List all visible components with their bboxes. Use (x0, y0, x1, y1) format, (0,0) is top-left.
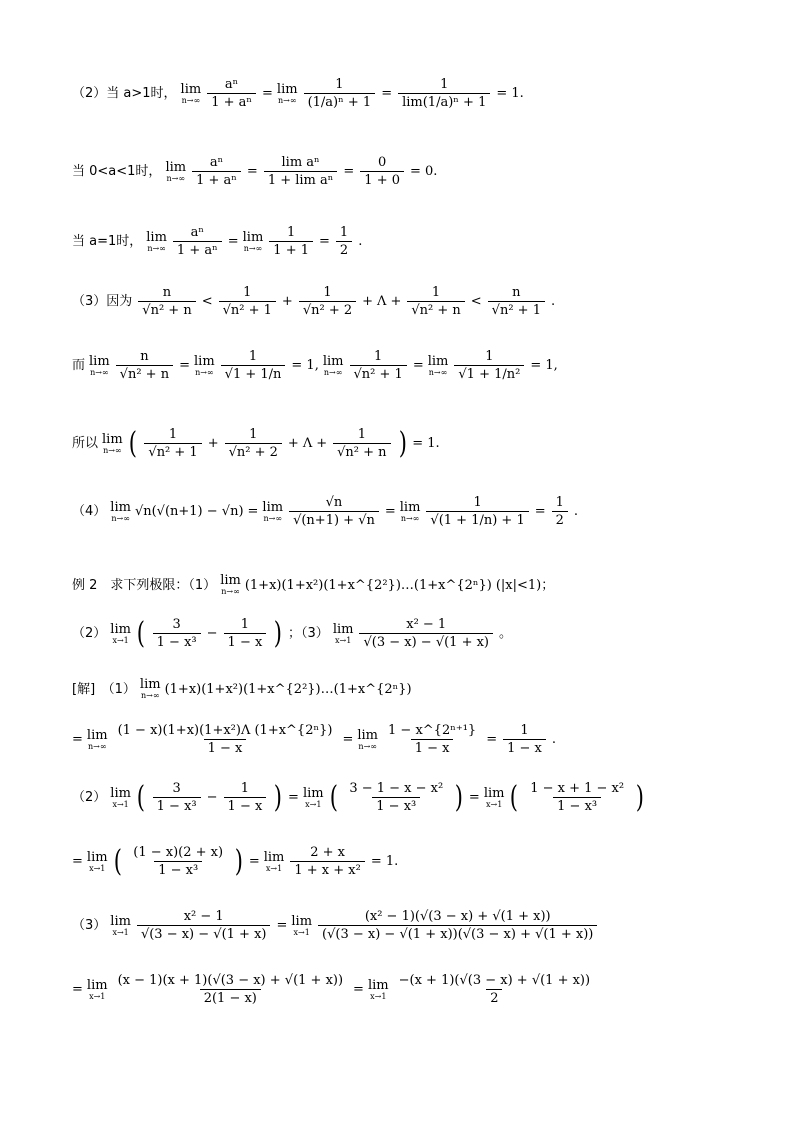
line-prefix: （2） (72, 790, 107, 805)
line-a-equals-1: 当 a=1时， lim n→∞ $\frac{\text{aⁿ}}{\text{1 + aⁿ}}$ = lim n→∞ $\frac{1}{1 + 1}$ = $\frac{1}{2}$ . (72, 225, 363, 258)
limit-operator: lim n→∞ (220, 573, 241, 596)
limit-operator: lim x→1 (86, 977, 108, 1001)
fraction: $\frac{1}{\text{√n² + 1}}$ (219, 286, 276, 317)
limit-operator: lim n→∞ (89, 353, 110, 377)
limit-operator: lim x→1 (110, 913, 131, 937)
line-tail: = 0. (410, 164, 438, 179)
line-tail: 。 (499, 626, 513, 641)
line-part4: （4） lim n→∞ √n(√(n+1) − √n) = lim n→∞ $\frac{√n}{√(n+1) + √n}$ = lim n→∞ $\frac{1}{√(1 + 1/n) + 1}$ = $\frac{1}{2}$ . (72, 495, 579, 528)
line-prefix: 当 0<a<1时， (72, 164, 162, 179)
fraction: $\frac{1}{\text{√n² + 1}}$ (350, 350, 407, 381)
fraction: $\frac{\text{x² − 1}}{√(3 - x) - √(1 + x)}$ (137, 910, 271, 941)
fraction: $\frac{\text{(1 − x)(1+x)(1+x²)Λ (1+x\textasciicircum{}\{2ⁿ\})}}{1 - x}$ (117, 723, 333, 756)
solution-1: = lim n→∞ $\frac{\text{(1 − x)(1+x)(1+x²)Λ (1+x\textasciicircum{}\{2ⁿ\})}}{1 - x}$ = lim n→∞ $\frac{\text{1 − x\textasciicircum{}\{2ⁿ⁺¹\}}}{1 - x}$ = $\frac{1}{1 - x}$ . (72, 723, 556, 756)
line-a-greater-1: （2）当 a>1时， lim n→∞ $\frac{\text{aⁿ}}{\text{1 + aⁿ}}$ = lim n→∞ $\frac{1}{\text{(1/a)ⁿ + 1}}$ = $\frac{1}{\text{lim(1/a)ⁿ + 1}}$ = 1. (72, 77, 524, 110)
fraction: $\frac{-(x + 1)(√(3 - x) + √(1 + x))}{2}$ (398, 973, 591, 1006)
fraction: $\frac{1}{2}$ (552, 496, 568, 527)
fraction: $\frac{1}{\text{√n² + 2}}$ (299, 286, 356, 317)
fraction: $\frac{\text{aⁿ}}{\text{1 + aⁿ}}$ (192, 156, 241, 187)
line-tail: . (573, 504, 579, 519)
fraction: $\frac{1}{1 - x}$ (503, 724, 546, 755)
fraction: $\frac{1}{1 + 1}$ (269, 226, 313, 257)
line-a-between-0-1: 当 0<a<1时， lim n→∞ $\frac{\text{aⁿ}}{\text{1 + aⁿ}}$ = $\frac{\text{lim aⁿ}}{\text{1 + lim aⁿ}}$ = $\frac{0}{1 + 0}$ = 0. (72, 155, 438, 188)
fraction: $\frac{1}{1 - x}$ (224, 618, 267, 649)
line-prefix: （2）当 a>1时， (72, 86, 177, 101)
fraction: $\frac{1}{√1 + 1/n}$ (221, 350, 286, 381)
limit-operator: lim n→∞ (180, 81, 202, 105)
fraction: $\frac{(x - 1)(x + 1)(√(3 - x) + √(1 + x))}{2(1 - x)}$ (117, 973, 344, 1006)
line-prefix: = (72, 982, 83, 997)
fraction: $\frac{1}{\text{√n² + n}}$ (407, 286, 464, 317)
limit-operator: lim n→∞ (276, 81, 298, 105)
fraction: $\frac{1}{\text{(1/a)ⁿ + 1}}$ (304, 78, 376, 109)
fraction: $\frac{\text{aⁿ}}{\text{1 + aⁿ}}$ (207, 78, 256, 109)
line-prefix: （3） (72, 918, 107, 933)
limit-operator: lim n→∞ (322, 353, 344, 377)
fraction: $\frac{\text{3 − 1 − x − x²}}{\text{1 − x³}}$ (349, 781, 444, 814)
line-prefix: 而 (72, 358, 86, 373)
fraction: $\frac{\text{1 − x\textasciicircum{}\{2ⁿ⁺¹\}}}{1 - x}$ (388, 723, 477, 756)
limit-operator: lim x→1 (110, 621, 131, 645)
fraction: $\frac{n}{\text{√n² + 1}}$ (488, 286, 545, 317)
limit-operator: lim n→∞ (146, 229, 167, 253)
line-prefix: 当 a=1时， (72, 234, 143, 249)
fraction: $\frac{1}{\text{lim(1/a)ⁿ + 1}}$ (398, 78, 490, 109)
limit-operator: lim x→1 (367, 977, 389, 1001)
fraction: $\frac{1}{√(1 + 1/n) + 1}$ (426, 496, 528, 527)
fraction: $\frac{\text{(x² − 1)(√(3 − x) + √(1 + x))}}{(√(3 - x) - √(1 + x))(√(3 - x) + √(1 + x))}$ (318, 910, 597, 941)
line-prefix: 例 2 求下列极限：（1） (72, 577, 217, 593)
limit-operator: lim n→∞ (165, 159, 187, 183)
line-prefix: = (72, 732, 83, 747)
limit-operator: lim x→1 (263, 849, 285, 873)
line-prefix: （2） (72, 626, 107, 641)
fraction: $\frac{n}{\text{√n² + n}}$ (138, 286, 195, 317)
line-tail: . (358, 234, 363, 249)
line-tail: = 1. (370, 854, 399, 869)
limit-operator: lim x→1 (483, 785, 505, 809)
limit-operator: lim n→∞ (139, 677, 161, 700)
fraction: $\frac{0}{1 + 0}$ (360, 156, 404, 187)
fraction: $\frac{1}{\text{√n² + n}}$ (333, 428, 390, 459)
line-squeeze: （3）因为 $\frac{n}{\text{√n² + n}}$ < $\frac{1}{\text{√n² + 1}}$ + $\frac{1}{\text{√n² + 2}}$ + Λ + $\frac{1}{\text{√n² + n}}$ < $\frac{n}{\text{√n² + 1}}$ . (72, 285, 556, 318)
fraction: $\frac{(1 - x)(2 + x)}{\text{1 − x³}}$ (133, 845, 224, 878)
line-tail: = 1. (412, 436, 440, 451)
fraction: $\frac{3}{\text{1 − x³}}$ (153, 782, 201, 813)
solution-title: [解] （1） lim n→∞ (1+x)(1+x²)(1+x^{2²})…(1+x^{2ⁿ}) (72, 677, 412, 700)
limit-operator: lim n→∞ (194, 353, 215, 377)
limit-operator: lim n→∞ (399, 499, 421, 523)
line-prefix: [解] （1） (72, 681, 136, 697)
fraction: $\frac{\text{lim aⁿ}}{\text{1 + lim aⁿ}}$ (264, 156, 338, 187)
fraction: $\frac{\text{1 − x + 1 − x²}}{\text{1 − x³}}$ (530, 781, 625, 814)
line-tail: . (551, 732, 556, 747)
example-2-parts: （2） lim x→1 ( $\frac{3}{\text{1 − x³}}$ − $\frac{1}{1 - x}$ ) ；（3） lim x→1 $\frac{\text{x² − 1}}{√(3 - x) - √(1 + x)}$ 。 (72, 616, 513, 651)
solution-2: （2） lim x→1 ( $\frac{3}{\text{1 − x³}}$ − $\frac{1}{1 - x}$ ) = lim x→1 ( $\frac{\text{3 − 1 − x − x²}}{\text{1 − x³}}$ ) = lim x→1 ( $\frac{\text{1 − x + 1 − x²}}{\text{1 − x³}}$ ) (72, 780, 645, 815)
fraction: $\frac{3}{\text{1 − x³}}$ (153, 618, 201, 649)
limit-operator: lim x→1 (110, 785, 131, 809)
limit-operator: lim n→∞ (427, 353, 449, 377)
limit-operator: lim n→∞ (357, 727, 379, 751)
limit-operator: lim n→∞ (242, 229, 264, 253)
fraction: $\frac{\text{x² − 1}}{√(3 - x) - √(1 + x)}$ (359, 618, 493, 649)
fraction: $\frac{2 + x}{\text{1 + x + x²}}$ (290, 846, 364, 877)
fraction: $\frac{1}{1 - x}$ (224, 782, 267, 813)
line-bounds: 而 lim n→∞ $\frac{n}{\text{√n² + n}}$ = lim n→∞ $\frac{1}{√1 + 1/n}$ = 1, lim n→∞ $\frac{1}{\text{√n² + 1}}$ = lim n→∞ $\frac{1}{\text{√1 + 1/n²}}$ = 1, (72, 349, 558, 382)
line-tail: . (550, 294, 556, 309)
fraction: $\frac{1}{2}$ (336, 226, 352, 257)
fraction: $\frac{\text{aⁿ}}{\text{1 + aⁿ}}$ (173, 226, 222, 257)
limit-operator: lim x→1 (302, 785, 324, 809)
solution-3-cont: = lim x→1 $\frac{(x - 1)(x + 1)(√(3 - x) + √(1 + x))}{2(1 - x)}$ = lim x→1 $\frac{-(x + 1)(√(3 - x) + √(1 + x))}{2}$ (72, 974, 596, 1005)
solution-2-cont: = lim x→1 ( $\frac{(1 - x)(2 + x)}{\text{1 − x³}}$ ) = lim x→1 $\frac{2 + x}{\text{1 + x + x²}}$ = 1. (72, 844, 399, 879)
fraction: $\frac{1}{\text{√1 + 1/n²}}$ (454, 350, 524, 381)
limit-operator: lim n→∞ (262, 499, 284, 523)
limit-operator: lim x→1 (291, 913, 313, 937)
fraction: $\frac{√n}{√(n+1) + √n}$ (289, 496, 379, 527)
line-prefix: = (72, 854, 83, 869)
line-prefix: （4） (72, 504, 107, 519)
limit-operator: lim n→∞ (110, 499, 131, 523)
limit-operator: lim n→∞ (86, 727, 108, 751)
line-prefix: （3）因为 (72, 294, 133, 309)
limit-operator: lim x→1 (332, 621, 354, 645)
fraction: $\frac{1}{\text{√n² + 1}}$ (144, 428, 201, 459)
fraction: $\frac{n}{\text{√n² + n}}$ (116, 350, 173, 381)
line-tail: (|x|<1)； (495, 577, 555, 593)
limit-operator: lim x→1 (86, 849, 108, 873)
solution-3: （3） lim x→1 $\frac{\text{x² − 1}}{√(3 - x) - √(1 + x)}$ = lim x→1 $\frac{\text{(x² − 1)(√(3 − x) + √(1 + x))}}{(√(3 - x) - √(1 + x))(√(3 - x) + √(1 + x))}$ (72, 910, 599, 941)
limit-operator: lim n→∞ (102, 431, 123, 455)
example-2-title: 例 2 求下列极限：（1） lim n→∞ (1+x)(1+x²)(1+x^{2²})…(1+x^{2ⁿ}) (|x|<1)； (72, 573, 555, 596)
line-therefore: 所以 lim n→∞ ( $\frac{1}{\text{√n² + 1}}$ + $\frac{1}{\text{√n² + 2}}$ + Λ + $\frac{1}{\text{√n² + n}}$ ) = 1. (72, 426, 440, 461)
line-tail: = 1. (496, 86, 524, 101)
line-tail: = 1, (530, 358, 558, 373)
line-prefix: 所以 (72, 436, 99, 451)
fraction: $\frac{1}{\text{√n² + 2}}$ (225, 428, 282, 459)
